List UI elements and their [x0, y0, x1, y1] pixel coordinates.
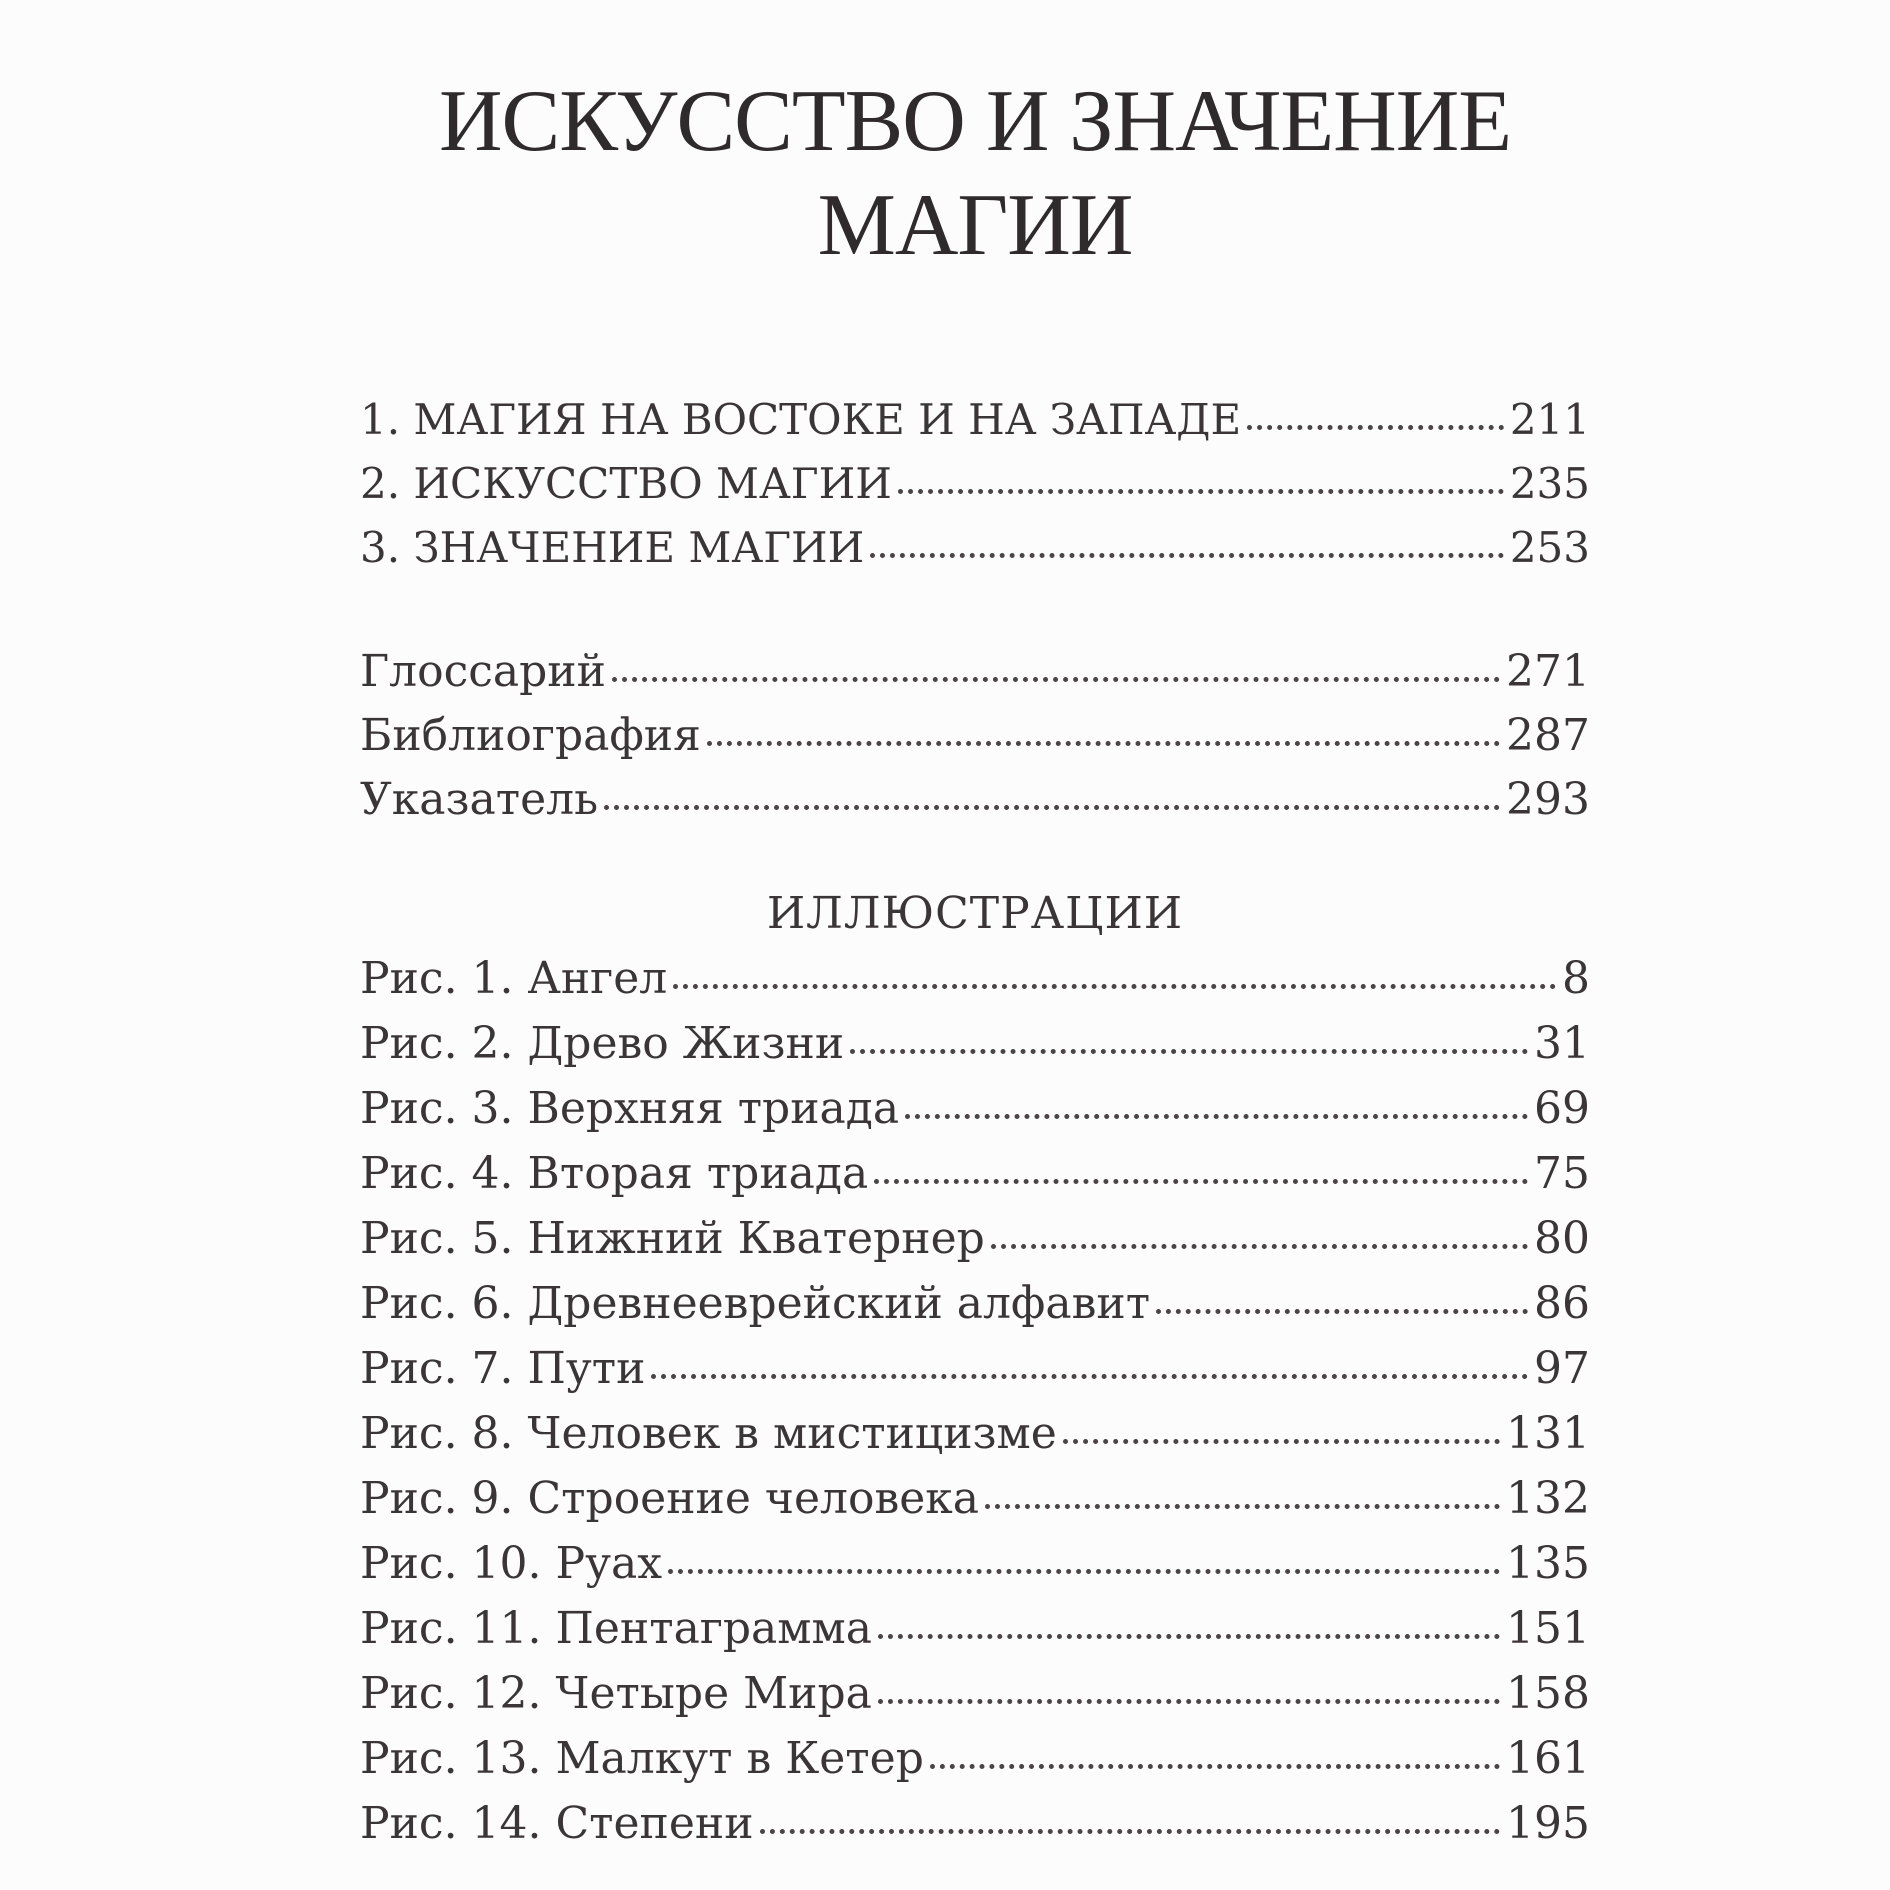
toc-row[interactable]	[360, 1466, 1590, 1531]
toc-page-number: 97	[1534, 1343, 1590, 1394]
leader-dots	[870, 553, 1504, 558]
toc-label: 2. ИСКУССТВО МАГИИ	[360, 459, 892, 508]
leader-dots	[604, 805, 1500, 810]
leader-dots	[878, 1699, 1500, 1704]
page-title-line-1: ИСКУССТВО И ЗНАЧЕНИЕ	[438, 73, 1512, 170]
toc-label: Рис. 11. Пентаграмма	[360, 1603, 872, 1654]
leader-dots	[760, 1829, 1500, 1834]
toc-row[interactable]	[360, 1011, 1590, 1076]
toc-row[interactable]	[360, 1206, 1590, 1271]
toc-page-number: 287	[1506, 710, 1590, 761]
toc-row[interactable]	[360, 1726, 1590, 1791]
toc-label: Рис. 13. Малкут в Кетер	[360, 1733, 924, 1784]
leader-dots	[898, 489, 1504, 494]
leader-dots	[1156, 1309, 1528, 1314]
leader-dots	[673, 984, 1556, 989]
toc-label: Рис. 9. Строение человека	[360, 1473, 980, 1524]
illustrations-heading: ИЛЛЮСТРАЦИИ	[766, 888, 1184, 939]
toc-row[interactable]	[360, 768, 1590, 832]
toc-page-number: 195	[1506, 1798, 1590, 1849]
toc-label: Библиография	[360, 710, 701, 761]
leader-dots	[850, 1049, 1528, 1054]
toc-page-number: 8	[1562, 953, 1590, 1004]
toc-label: Рис. 6. Древнееврейский алфавит	[360, 1278, 1151, 1329]
toc-row[interactable]	[360, 388, 1590, 452]
toc-row[interactable]	[360, 704, 1590, 768]
toc-label: Рис. 14. Степени	[360, 1798, 754, 1849]
toc-page-number: 211	[1509, 395, 1590, 444]
toc-page-number: 86	[1534, 1278, 1590, 1329]
toc-row[interactable]	[360, 452, 1590, 516]
leader-dots	[1063, 1439, 1500, 1444]
toc-row[interactable]	[360, 1596, 1590, 1661]
toc-page-number: 80	[1534, 1213, 1590, 1264]
toc-row[interactable]	[360, 946, 1590, 1011]
leader-dots	[1247, 425, 1504, 430]
leader-dots	[668, 1569, 1500, 1574]
toc-row[interactable]	[360, 640, 1590, 704]
toc-page-number: 75	[1534, 1148, 1590, 1199]
toc-label: Рис. 4. Вторая триада	[360, 1148, 869, 1199]
leader-dots	[612, 677, 1500, 682]
toc-row[interactable]	[360, 1531, 1590, 1596]
chapter-list	[360, 388, 1590, 580]
toc-page-number: 161	[1506, 1733, 1590, 1784]
toc-page-number: 151	[1506, 1603, 1590, 1654]
illustrations-list	[360, 946, 1590, 1856]
toc-row[interactable]	[360, 1661, 1590, 1726]
toc-label: Рис. 12. Четыре Мира	[360, 1668, 872, 1719]
toc-page-number: 31	[1534, 1018, 1590, 1069]
toc-label: Рис. 2. Древо Жизни	[360, 1018, 845, 1069]
toc-row[interactable]	[360, 516, 1590, 580]
page-title	[360, 70, 1590, 278]
toc-page-number: 235	[1509, 459, 1590, 508]
toc-row[interactable]	[360, 1271, 1590, 1336]
toc-label: Рис. 1. Ангел	[360, 953, 668, 1004]
toc-page-number: 158	[1506, 1668, 1590, 1719]
toc-label: Рис. 7. Пути	[360, 1343, 646, 1394]
toc-row[interactable]	[360, 1076, 1590, 1141]
leader-dots	[878, 1634, 1500, 1639]
leader-dots	[651, 1374, 1528, 1379]
toc-page	[360, 70, 1590, 1856]
toc-row[interactable]	[360, 1141, 1590, 1206]
toc-label: Рис. 8. Человек в мистицизме	[360, 1408, 1057, 1459]
toc-label: 3. ЗНАЧЕНИЕ МАГИИ	[360, 523, 865, 572]
toc-page-number: 135	[1506, 1538, 1590, 1589]
toc-label: 1. МАГИЯ НА ВОСТОКЕ И НА ЗАПАДЕ	[360, 395, 1242, 444]
backmatter-list	[360, 640, 1590, 832]
leader-dots	[874, 1179, 1528, 1184]
leader-dots	[905, 1114, 1528, 1119]
toc-page-number: 271	[1506, 646, 1590, 697]
toc-page-number: 293	[1506, 774, 1590, 825]
toc-label: Указатель	[360, 774, 599, 825]
toc-page-number: 69	[1534, 1083, 1590, 1134]
leader-dots	[707, 741, 1500, 746]
leader-dots	[930, 1764, 1500, 1769]
toc-label: Глоссарий	[360, 646, 606, 697]
toc-row[interactable]	[360, 1401, 1590, 1466]
toc-page-number: 253	[1509, 523, 1590, 572]
toc-label: Рис. 3. Верхняя триада	[360, 1083, 900, 1134]
leader-dots	[991, 1244, 1528, 1249]
page-title-line-2: МАГИИ	[817, 177, 1133, 274]
leader-dots	[985, 1504, 1500, 1509]
toc-row[interactable]	[360, 1336, 1590, 1401]
toc-page-number: 131	[1506, 1408, 1590, 1459]
toc-row[interactable]	[360, 1791, 1590, 1856]
toc-label: Рис. 10. Руах	[360, 1538, 663, 1589]
toc-page-number: 132	[1506, 1473, 1590, 1524]
toc-label: Рис. 5. Нижний Кватернер	[360, 1213, 985, 1264]
